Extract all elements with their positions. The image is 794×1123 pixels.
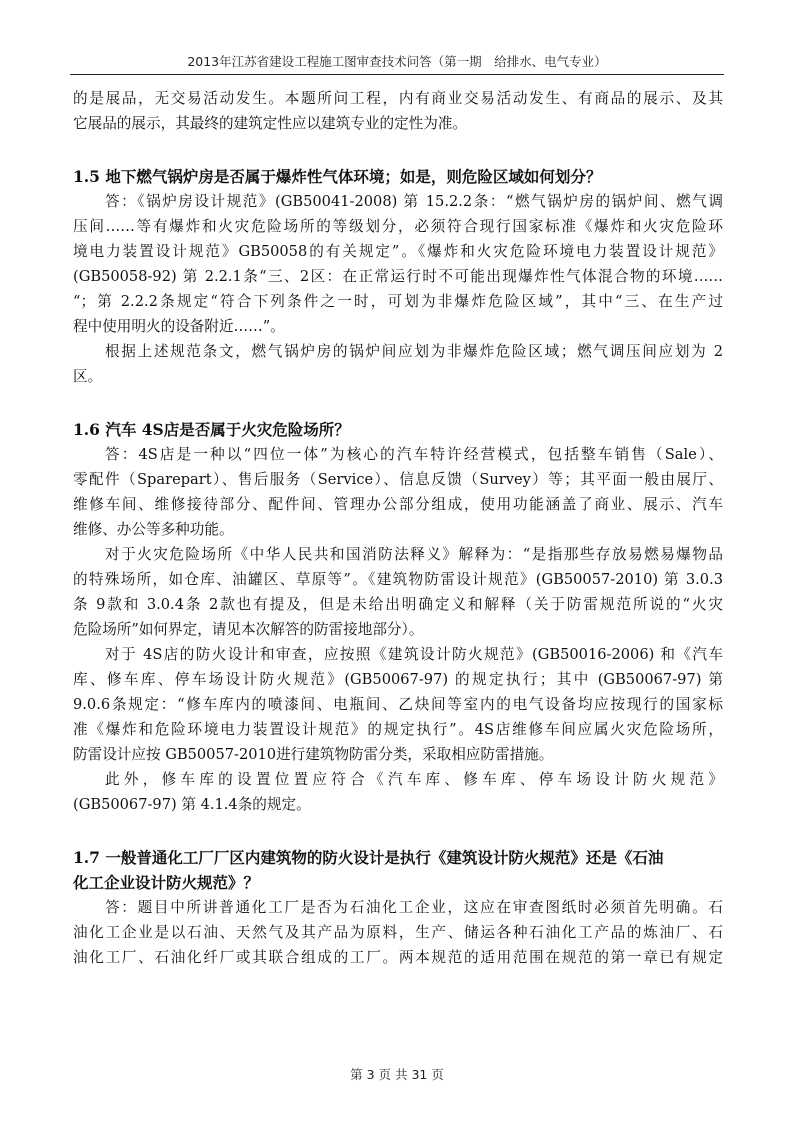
body-line: 9.0.6条规定：“修车库内的喷漆间、电瓶间、乙炔间等室内的电气设备均应按现行的国家标 xyxy=(73,696,723,713)
body-line: 防雷设计应按 GB50057-2010进行建筑物防雷分类，采取相应防雷措施。 xyxy=(73,746,554,763)
page-header: 2013年江苏省建设工程施工图审查技术问答（第一期 给排水、电气专业） xyxy=(187,54,607,69)
body-line: 油化工厂、石油化纤厂或其联合组成的工厂。两本规范的适用范围在规范的第一章已有规定 xyxy=(73,949,723,966)
body-line: 对于 4S店的防火设计和审查，应按照《建筑设计防火规范》(GB50016-2006) 和《汽车 xyxy=(105,646,723,663)
section-heading-1-7-cont: 化工企业设计防火规范》？ xyxy=(73,873,260,892)
body-line: 压间……等有爆炸和火灾危险场所的等级划分，必须符合现行国家标准《爆炸和火灾危险环 xyxy=(73,218,723,235)
body-line: 准《爆炸和危险环境电力装置设计规范》的规定执行”。4S店维修车间应属火灾危险场所， xyxy=(73,721,723,738)
body-line: 根据上述规范条文，燃气锅炉房的锅炉间应划为非爆炸危险区域；燃气调压间应划为 2 xyxy=(105,343,723,360)
body-line: 维修、办公等多种功能。 xyxy=(73,521,234,538)
body-line: 危险场所”如何界定，请见本次解答的防雷接地部分）。 xyxy=(73,621,424,638)
body-line: 区。 xyxy=(73,368,103,385)
body-line: 零配件（Sparepart）、售后服务（Service）、信息反馈（Survey）等；其平面一般由展厅、 xyxy=(73,471,723,488)
section-heading-1-5: 1.5 地下燃气锅炉房是否属于爆炸性气体环境；如是，则危险区域如何划分？ xyxy=(73,167,602,186)
body-line: 答：题目中所讲普通化工厂是否为石油化工企业，这应在审查图纸时必须首先明确。石 xyxy=(105,899,723,916)
body-line: 油化工企业是以石油、天然气及其产品为原料，生产、储运各种石油化工产品的炼油厂、石 xyxy=(73,924,723,941)
body-line: “；第 2.2.2条规定“符合下列条件之一时，可划为非爆炸危险区域”，其中“三、在生产过 xyxy=(73,293,723,310)
page-footer: 第 3 页 共 31 页 xyxy=(350,1067,444,1082)
body-line: (GB50058-92) 第 2.2.1条“三、2区：在正常运行时不可能出现爆炸性气体混合物的环境…… xyxy=(73,268,723,285)
body-line: 答：4S店是一种以“四位一体”为核心的汽车特许经营模式，包括整车销售（Sale）、 xyxy=(105,446,723,463)
section-heading-1-7: 1.7 一般普通化工厂厂区内建筑物的防火设计是执行《建筑设计防火规范》还是《石油 xyxy=(73,848,664,867)
intro-line: 的是展品，无交易活动发生。本题所问工程，内有商业交易活动发生、有商品的展示、及其 xyxy=(73,90,723,107)
document-body xyxy=(73,86,723,970)
header-rule xyxy=(70,74,724,75)
body-line: 条 9款和 3.0.4条 2款也有提及，但是未给出明确定义和解释（关于防雷规范所说的“火灾 xyxy=(73,596,723,613)
body-line: 维修车间、维修接待部分、配件间、管理办公部分组成，使用功能涵盖了商业、展示、汽车 xyxy=(73,496,723,513)
body-line: 程中使用明火的设备附近……”。 xyxy=(73,318,285,335)
body-line: 此外，修车库的设置位置应符合《汽车库、修车库、停车场设计防火规范》 xyxy=(105,771,723,788)
body-line: 库、修车库、停车场设计防火规范》(GB50067-97) 的规定执行；其中 (GB50067-97) 第 xyxy=(73,671,723,688)
body-line: 境电力装置设计规范》GB50058的有关规定”。《爆炸和火灾危险环境电力装置设计规范》 xyxy=(73,243,723,260)
body-line: 的特殊场所，如仓库、油罐区、草原等”。《建筑物防雷设计规范》(GB50057-2010) 第 3.0.3 xyxy=(73,571,723,588)
body-line: 对于火灾危险场所《中华人民共和国消防法释义》解释为：“是指那些存放易燃易爆物品 xyxy=(105,546,723,563)
intro-line: 它展品的展示，其最终的建筑定性应以建筑专业的定性为准。 xyxy=(73,115,468,132)
body-line: 答：《锅炉房设计规范》(GB50041-2008) 第 15.2.2条：“燃气锅炉房的锅炉间、燃气调 xyxy=(105,193,723,210)
section-heading-1-6: 1.6 汽车 4S店是否属于火灾危险场所？ xyxy=(73,420,350,439)
body-line: (GB50067-97) 第 4.1.4条的规定。 xyxy=(73,796,311,813)
